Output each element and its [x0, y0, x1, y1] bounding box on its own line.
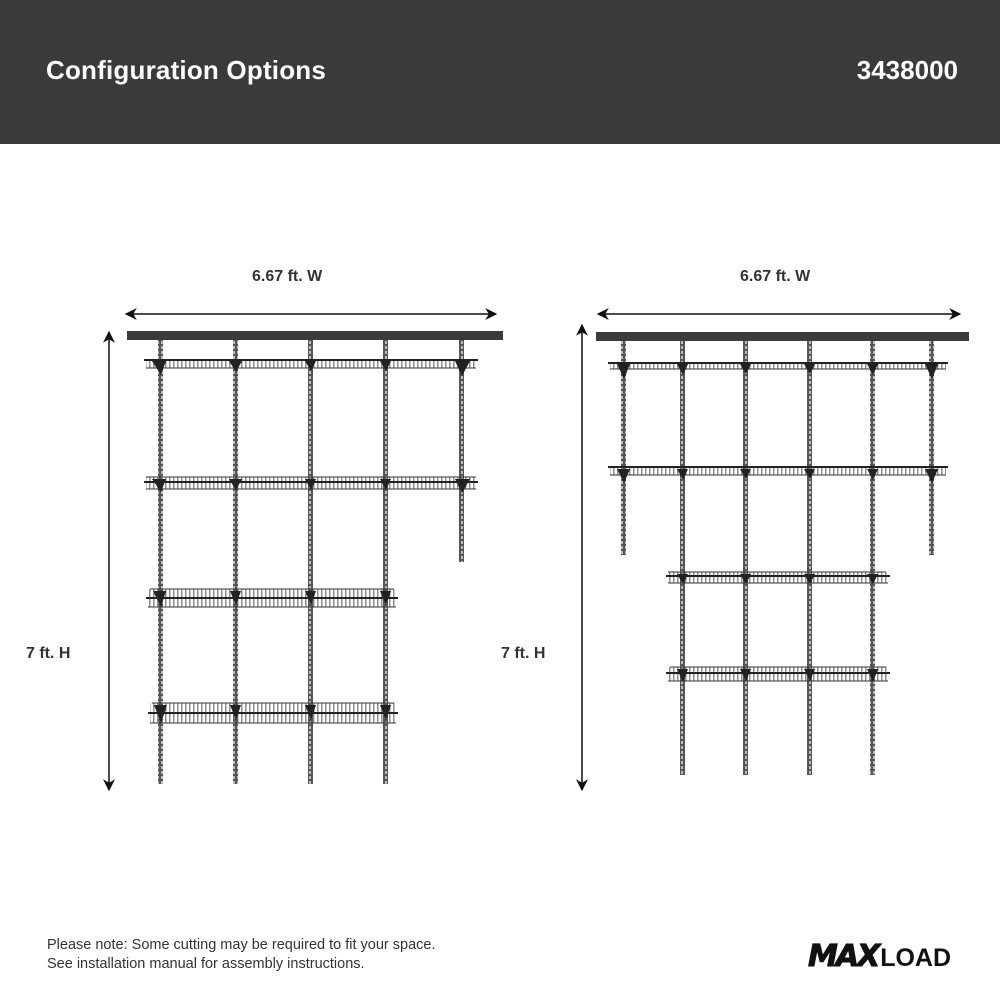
left-shelf-4 [148, 703, 398, 723]
left-shelf-3 [146, 589, 398, 607]
right-shelf-2 [608, 467, 948, 475]
right-upright [743, 341, 748, 775]
installation-note [47, 936, 436, 974]
logo-max-text: MAX [808, 939, 879, 974]
left-top-track [127, 331, 503, 340]
product-sku: 3438000 [856, 55, 958, 85]
right-height-label: 7 ft. H [501, 645, 546, 662]
note-line-2: See installation manual for assembly instructions. [47, 956, 365, 972]
right-top-track [596, 332, 969, 341]
left-width-label: 6.67 ft. W [252, 268, 323, 285]
right-shelf-1 [608, 362, 948, 369]
maxload-logo [808, 938, 951, 972]
right-configuration [582, 314, 969, 790]
right-upright [870, 341, 875, 775]
right-shelf-3 [666, 572, 890, 583]
right-upright [807, 341, 812, 775]
left-height-label: 7 ft. H [26, 645, 71, 662]
left-configuration [109, 314, 503, 790]
right-width-label: 6.67 ft. W [740, 268, 811, 285]
logo-load-text: LOAD [880, 944, 952, 972]
right-shelf-4 [666, 667, 890, 681]
page-title: Configuration Options [46, 55, 327, 85]
note-line-1: Please note: Some cutting may be required to fit your space. [47, 937, 436, 953]
right-upright [680, 341, 685, 775]
